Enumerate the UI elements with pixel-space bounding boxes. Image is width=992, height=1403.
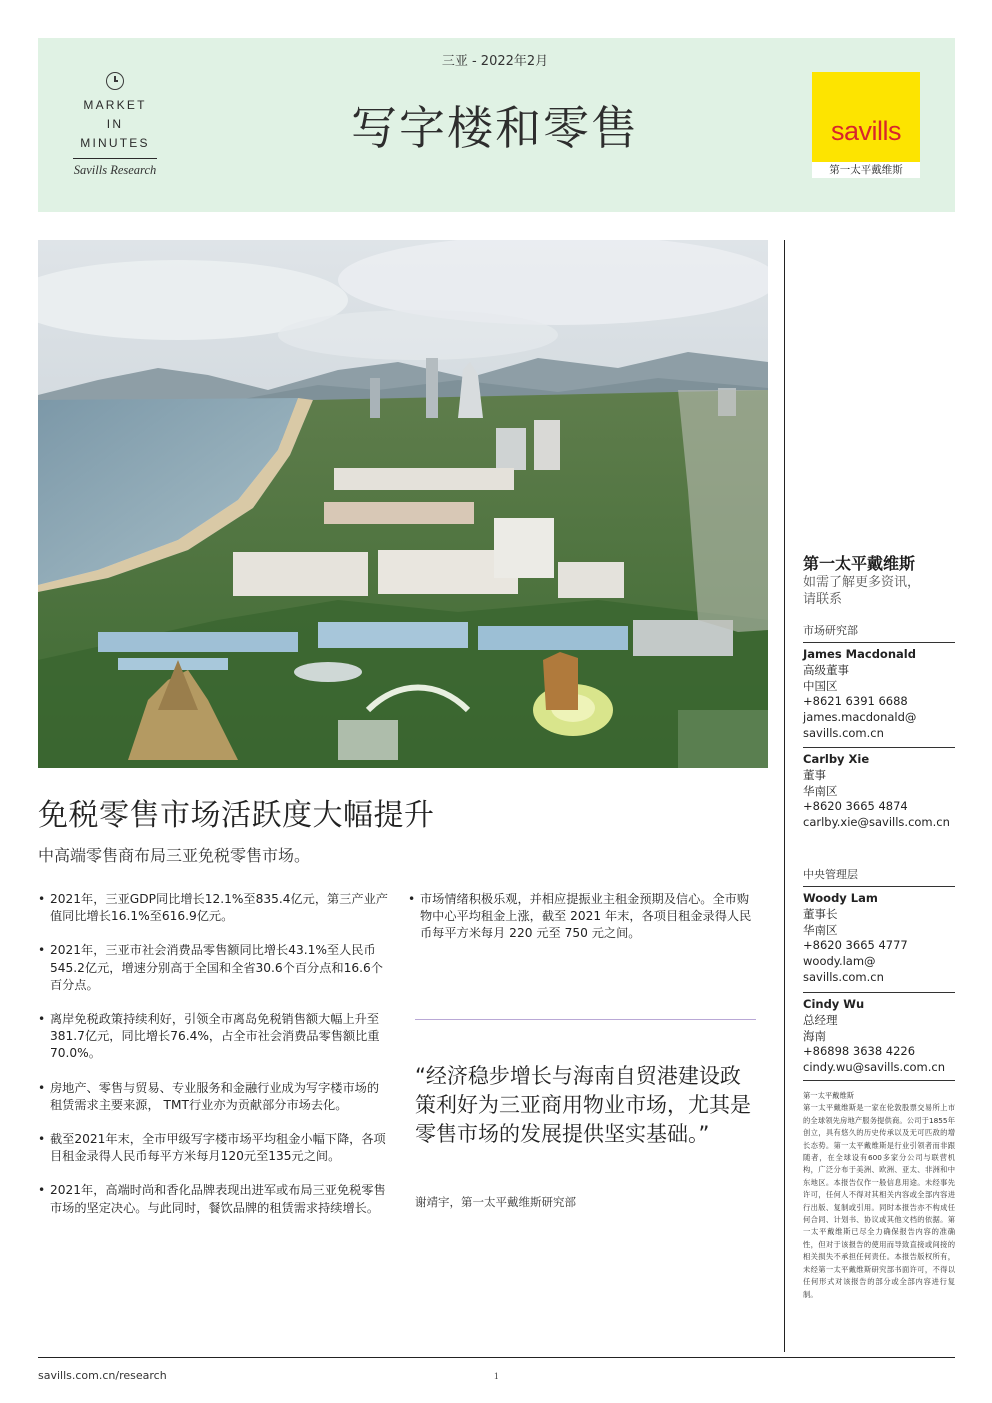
contact-card	[803, 891, 963, 986]
research-section-label: 市场研究部	[803, 624, 858, 637]
list-item: • 市场情绪积极乐观，并相应提振业主租金预期及信心。全市购物中心平均租金上涨，截至 2021 年末，各项目租金录得人民币每平方米每月 220 元至 750 元之间。	[408, 891, 758, 943]
contact-region: 华南区	[803, 783, 838, 798]
sidebar-rule	[803, 992, 955, 993]
footer-divider	[38, 1357, 955, 1358]
sidebar-divider	[784, 240, 785, 1352]
contact-name: Woody Lam	[803, 891, 878, 905]
savills-logo	[812, 72, 920, 178]
list-item: • 截至2021年末，全市甲级写字楼市场平均租金小幅下降，各项目租金录得人民币每平方米每月120元至135元之间。	[38, 1131, 388, 1165]
market-in-minutes-logo	[72, 72, 158, 178]
quote-attribution: 谢靖宇，第一太平戴维斯研究部	[415, 1195, 576, 1209]
contact-phone: +8620 3665 4777	[803, 938, 908, 953]
issue-date: 三亚 - 2022年2月	[441, 54, 549, 69]
logo-research: Savills Research	[73, 163, 157, 177]
page-title: 写字楼和零售	[351, 101, 639, 155]
contact-email[interactable]: cindy.wu@savills.com.cn	[803, 1060, 946, 1075]
contact-email-domain[interactable]: savills.com.cn	[803, 725, 884, 740]
article-headline: 免税零售市场活跃度大幅提升	[38, 798, 435, 833]
contact-email[interactable]: james.macdonald@	[803, 710, 917, 725]
contact-name: Carlby Xie	[803, 752, 870, 766]
contact-phone: +86898 3638 4226	[803, 1044, 916, 1059]
sidebar-company: 第一太平戴维斯	[803, 554, 916, 573]
contact-title: 董事长	[803, 906, 838, 921]
contact-card	[803, 647, 963, 742]
disclaimer-text: 第一太平戴维斯是一家在伦敦股票交易所上市的全球领先房地产服务提供商。公司于1855年创立，具有悠久的历史传承以及无可匹敌的增长态势。第一太平戴维斯是行业引领者而非跟随者，在全球设有600多家分公司与联营机构，广泛分布于美洲、欧洲、亚太、非洲和中东地区。本报告仅作一般信息用途。未经事先许可，任何人不得对其相关内容或全部内容进行出版、复制或引用。同时本报告亦不构成任何合同、计划书、协议或其他文档的依据。第一太平戴维斯已尽全力确保报告内容的准确性，但对于该报告的使用而导致直接或间接的相关损失不承担任何责任。本报告版权所有，未经第一太平戴维斯研究部书面许可，不得以任何形式对该报告的部分或全部内容进行复制。	[803, 1103, 955, 1299]
contact-region: 中国区	[803, 678, 838, 693]
aerial-photo-illustration	[38, 240, 768, 768]
logo-line-market: MARKET	[83, 98, 147, 112]
contact-name: Cindy Wu	[803, 997, 865, 1011]
contact-email[interactable]: woody.lam@	[803, 954, 876, 969]
list-item: • 离岸免税政策持续利好，引领全市离岛免税销售额大幅上升至381.7亿元，同比增长76.4%，占全市社会消费品零售额比重70.0%。	[38, 1011, 388, 1063]
contact-title: 高级董事	[803, 662, 849, 677]
management-section-label: 中央管理层	[803, 868, 858, 881]
contact-region: 华南区	[803, 922, 838, 937]
contact-name: James Macdonald	[803, 647, 916, 661]
savills-chinese-name: 第一太平戴维斯	[812, 162, 920, 178]
contact-card	[803, 752, 963, 831]
contact-card	[803, 997, 963, 1076]
article-subhead: 中高端零售商布局三亚免税零售市场。	[38, 846, 311, 865]
savills-wordmark: savills	[830, 116, 901, 146]
contact-phone: +8620 3665 4874	[803, 799, 908, 814]
list-item: • 2021年，三亚市社会消费品零售额同比增长43.1%至人民币545.2亿元，增速分别高于全国和全省30.6个百分点和16.6个百分点。	[38, 942, 388, 994]
logo-divider	[73, 158, 157, 159]
list-item: • 2021年，三亚GDP同比增长12.1%至835.4亿元，第三产业产值同比增长16.1%至616.9亿元。	[38, 891, 388, 925]
pull-quote: “经济稳步增长与海南自贸港建设政策利好为三亚商用物业市场，尤其是零售市场的发展提供坚实基础。”	[415, 1064, 751, 1146]
contact-region: 海南	[803, 1028, 826, 1043]
bullet-list-right	[408, 891, 758, 960]
bullet-list-left	[38, 891, 388, 1234]
logo-line-minutes: MINUTES	[80, 136, 150, 150]
disclaimer-title: 第一太平戴维斯	[803, 1091, 855, 1100]
sidebar-rule	[803, 1080, 955, 1081]
quote-divider	[415, 1019, 756, 1020]
disclaimer	[803, 1090, 955, 1301]
footer-url[interactable]: savills.com.cn/research	[38, 1369, 167, 1382]
sidebar-intro-line: 如需了解更多资讯，	[803, 575, 921, 590]
sidebar-rule	[803, 886, 955, 887]
contact-title: 总经理	[803, 1012, 838, 1027]
sidebar-intro	[803, 554, 963, 608]
list-item: • 2021年，高端时尚和香化品牌表现出进军或布局三亚免税零售市场的坚定决心。与此同时，餐饮品牌的租赁需求持续增长。	[38, 1182, 388, 1216]
sidebar-rule	[803, 642, 955, 643]
clock-icon	[106, 72, 124, 90]
sidebar-intro-line: 请联系	[803, 592, 843, 607]
list-item: • 房地产、零售与贸易、专业服务和金融行业成为写字楼市场的租赁需求主要来源， TMT行业亦为贡献部分市场去化。	[38, 1080, 388, 1114]
aerial-city-photo	[38, 240, 768, 768]
contact-email-domain[interactable]: savills.com.cn	[803, 969, 884, 984]
contact-phone: +8621 6391 6688	[803, 694, 908, 709]
page-number: 1	[494, 1371, 499, 1381]
sidebar-rule	[803, 747, 955, 748]
logo-line-in: IN	[106, 117, 124, 131]
contact-email[interactable]: carlby.xie@savills.com.cn	[803, 815, 950, 830]
contact-title: 董事	[803, 767, 826, 782]
